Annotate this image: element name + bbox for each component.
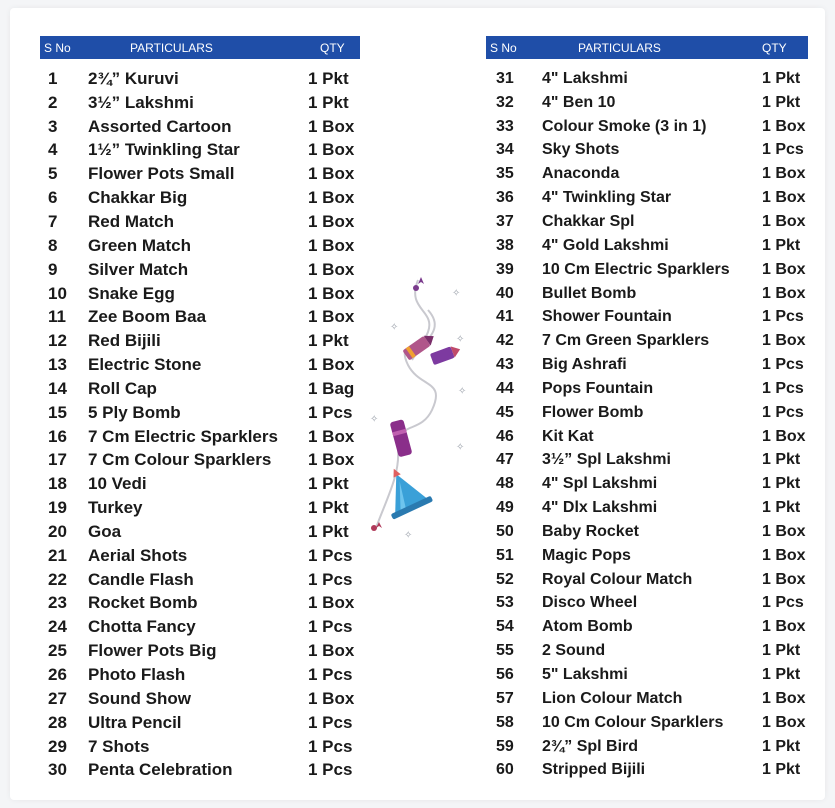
- row-sno: 38: [496, 236, 514, 254]
- row-sno: 50: [496, 522, 514, 540]
- row-qty: 1 Bag: [308, 378, 355, 398]
- row-qty: 1 Pkt: [308, 474, 349, 494]
- row-sno: 33: [496, 117, 514, 135]
- row-sno: 3: [48, 116, 58, 136]
- row-sno: 10: [48, 283, 67, 303]
- row-particulars: Red Bijili: [88, 331, 161, 351]
- table-row: [40, 639, 360, 663]
- row-sno: 60: [496, 761, 514, 779]
- row-particulars: Royal Colour Match: [542, 570, 693, 588]
- row-qty: 1 Pkt: [308, 331, 349, 351]
- row-particulars: Flower Pots Big: [88, 641, 217, 661]
- row-particulars: Turkey: [88, 498, 143, 518]
- row-particulars: 7 Cm Green Sparklers: [542, 332, 710, 350]
- table-row: [40, 115, 360, 139]
- row-qty: 1 Pcs: [308, 545, 353, 565]
- row-qty: 1 Pkt: [762, 451, 801, 469]
- row-sno: 8: [48, 235, 58, 255]
- row-qty: 1 Pkt: [762, 93, 801, 111]
- table-row: [40, 687, 360, 711]
- row-qty: 1 Box: [308, 688, 355, 708]
- row-sno: 48: [496, 475, 514, 493]
- row-qty: 1 Box: [762, 546, 806, 564]
- table-row: [40, 496, 360, 520]
- row-qty: 1 Pkt: [308, 92, 349, 112]
- row-particulars: Chakkar Big: [88, 188, 188, 208]
- row-sno: 57: [496, 689, 514, 707]
- row-particulars: Flower Bomb: [542, 403, 644, 421]
- row-qty: 1 Box: [308, 307, 355, 327]
- svg-text:✧: ✧: [452, 288, 461, 299]
- table-row: [40, 67, 360, 91]
- row-particulars: 1½” Twinkling Star: [88, 140, 240, 160]
- row-qty: 1 Box: [308, 355, 355, 375]
- row-sno: 7: [48, 211, 58, 231]
- table-row: [40, 234, 360, 258]
- row-particulars: 4" Gold Lakshmi: [542, 236, 669, 254]
- row-qty: 1 Pcs: [762, 356, 804, 374]
- row-qty: 1 Box: [762, 570, 806, 588]
- svg-text:✧: ✧: [390, 322, 399, 333]
- table-row: [486, 162, 808, 186]
- row-particulars: Candle Flash: [88, 569, 194, 589]
- row-sno: 30: [48, 760, 67, 780]
- table-row: [40, 568, 360, 592]
- header-particulars: PARTICULARS: [578, 40, 661, 55]
- table-row: [486, 639, 808, 663]
- table-row: [40, 663, 360, 687]
- row-qty: 1 Pkt: [762, 499, 801, 517]
- row-sno: 51: [496, 546, 514, 564]
- row-particulars: Baby Rocket: [542, 522, 639, 540]
- row-particulars: Zee Boom Baa: [88, 307, 207, 327]
- row-particulars: Aerial Shots: [88, 545, 188, 565]
- table-row: [40, 258, 360, 282]
- row-particulars: Green Match: [88, 235, 191, 255]
- table-row: [40, 305, 360, 329]
- table-row: [486, 711, 808, 735]
- product-table-right: [486, 36, 808, 782]
- row-particulars: Sky Shots: [542, 141, 620, 159]
- table-row: [40, 377, 360, 401]
- row-sno: 27: [48, 688, 67, 708]
- row-particulars: 5 Ply Bomb: [88, 402, 181, 422]
- row-particulars: Electric Stone: [88, 355, 202, 375]
- table-row: [486, 615, 808, 639]
- row-sno: 12: [48, 331, 67, 351]
- product-table-left: [40, 36, 360, 782]
- row-qty: 1 Box: [308, 116, 355, 136]
- row-particulars: Shower Fountain: [542, 308, 672, 326]
- row-qty: 1 Box: [762, 165, 806, 183]
- svg-text:✧: ✧: [458, 386, 467, 397]
- table-row: [40, 210, 360, 234]
- row-particulars: 7 Cm Colour Sparklers: [88, 450, 272, 470]
- row-sno: 32: [496, 93, 514, 111]
- row-sno: 28: [48, 712, 67, 732]
- row-qty: 1 Pkt: [762, 236, 801, 254]
- row-qty: 1 Pcs: [308, 569, 353, 589]
- row-particulars: Chotta Fancy: [88, 617, 196, 637]
- row-particulars: Pops Fountain: [542, 379, 654, 397]
- row-sno: 13: [48, 355, 67, 375]
- row-sno: 39: [496, 260, 514, 278]
- row-particulars: Goa: [88, 521, 122, 541]
- table-row: [40, 758, 360, 782]
- table-row: [486, 210, 808, 234]
- row-particulars: 2¾” Spl Bird: [542, 737, 639, 755]
- row-sno: 45: [496, 403, 514, 421]
- row-sno: 40: [496, 284, 514, 302]
- row-qty: 1 Pcs: [308, 736, 353, 756]
- table-row: [40, 472, 360, 496]
- table-row: [486, 735, 808, 759]
- row-sno: 11: [48, 307, 66, 327]
- row-qty: 1 Box: [762, 713, 806, 731]
- row-particulars: Rocket Bomb: [88, 593, 198, 613]
- row-qty: 1 Pkt: [762, 69, 801, 87]
- row-particulars: Colour Smoke (3 in 1): [542, 117, 707, 135]
- row-sno: 15: [48, 402, 67, 422]
- table-row: [486, 353, 808, 377]
- row-particulars: 4" Ben 10: [542, 93, 616, 111]
- row-sno: 23: [48, 593, 67, 613]
- row-sno: 24: [48, 617, 67, 637]
- table-row: [486, 234, 808, 258]
- row-qty: 1 Box: [308, 259, 355, 279]
- row-sno: 34: [496, 141, 514, 159]
- header-particulars: PARTICULARS: [130, 40, 213, 55]
- table-row: [486, 425, 808, 449]
- row-sno: 43: [496, 356, 514, 374]
- row-sno: 55: [496, 642, 514, 660]
- row-particulars: Atom Bomb: [542, 618, 633, 636]
- row-particulars: Red Match: [88, 211, 174, 231]
- row-qty: 1 Box: [762, 689, 806, 707]
- row-qty: 1 Pcs: [308, 665, 353, 685]
- table-row: [486, 472, 808, 496]
- row-particulars: 3½” Spl Lakshmi: [542, 451, 671, 469]
- header-sno: S No: [490, 40, 517, 55]
- row-particulars: Kit Kat: [542, 427, 594, 445]
- row-qty: 1 Pcs: [308, 712, 353, 732]
- row-qty: 1 Box: [308, 188, 355, 208]
- row-sno: 20: [48, 521, 67, 541]
- row-sno: 21: [48, 545, 67, 565]
- table-row: [486, 115, 808, 139]
- row-particulars: Silver Match: [88, 259, 189, 279]
- row-qty: 1 Pcs: [762, 403, 804, 421]
- row-qty: 1 Pcs: [762, 379, 804, 397]
- row-sno: 56: [496, 666, 514, 684]
- row-particulars: 5" Lakshmi: [542, 666, 628, 684]
- row-particulars: Lion Colour Match: [542, 689, 683, 707]
- row-sno: 22: [48, 569, 67, 589]
- row-particulars: Sound Show: [88, 688, 191, 708]
- row-qty: 1 Pkt: [762, 737, 801, 755]
- table-row: [486, 329, 808, 353]
- table-row: [40, 425, 360, 449]
- row-sno: 36: [496, 189, 514, 207]
- row-particulars: Roll Cap: [88, 378, 157, 398]
- row-sno: 31: [496, 69, 514, 87]
- row-qty: 1 Pcs: [308, 760, 353, 780]
- row-particulars: Chakkar Spl: [542, 212, 635, 230]
- table-row: [40, 520, 360, 544]
- row-sno: 16: [48, 426, 67, 446]
- row-qty: 1 Pkt: [762, 761, 801, 779]
- svg-text:✧: ✧: [456, 442, 465, 453]
- row-particulars: Bullet Bomb: [542, 284, 637, 302]
- row-particulars: Flower Pots Small: [88, 164, 235, 184]
- table-row: [486, 544, 808, 568]
- table-body: [40, 67, 360, 782]
- table-row: [486, 67, 808, 91]
- row-sno: 42: [496, 332, 514, 350]
- row-particulars: Assorted Cartoon: [88, 116, 232, 136]
- table-row: [40, 91, 360, 115]
- row-particulars: Stripped Bijili: [542, 761, 646, 779]
- row-particulars: 10 Cm Colour Sparklers: [542, 713, 724, 731]
- table-row: [486, 305, 808, 329]
- table-row: [40, 544, 360, 568]
- row-qty: 1 Pkt: [762, 666, 801, 684]
- row-qty: 1 Pkt: [308, 521, 349, 541]
- row-qty: 1 Box: [762, 522, 806, 540]
- row-qty: 1 Pcs: [308, 402, 353, 422]
- header-qty: QTY: [320, 40, 345, 55]
- row-particulars: Anaconda: [542, 165, 620, 183]
- header-sno: S No: [44, 40, 71, 55]
- table-body: [486, 67, 808, 782]
- table-row: [40, 615, 360, 639]
- row-qty: 1 Box: [762, 260, 806, 278]
- table-row: [486, 520, 808, 544]
- row-particulars: 2¾” Kuruvi: [88, 68, 179, 88]
- row-particulars: Ultra Pencil: [88, 712, 182, 732]
- row-qty: 1 Box: [308, 211, 355, 231]
- row-sno: 53: [496, 594, 514, 612]
- table-row: [40, 186, 360, 210]
- row-sno: 37: [496, 212, 514, 230]
- row-qty: 1 Pkt: [308, 498, 349, 518]
- table-row: [486, 496, 808, 520]
- row-qty: 1 Pcs: [762, 141, 804, 159]
- fireworks-decoration-icon: [366, 270, 476, 555]
- row-qty: 1 Box: [762, 427, 806, 445]
- table-row: [486, 758, 808, 782]
- table-row: [486, 592, 808, 616]
- row-sno: 47: [496, 451, 514, 469]
- row-qty: 1 Box: [308, 450, 355, 470]
- row-particulars: Snake Egg: [88, 283, 175, 303]
- table-row: [40, 592, 360, 616]
- row-sno: 54: [496, 618, 514, 636]
- row-sno: 6: [48, 188, 58, 208]
- row-qty: 1 Box: [762, 212, 806, 230]
- row-sno: 29: [48, 736, 67, 756]
- row-sno: 17: [48, 450, 67, 470]
- table-row: [486, 91, 808, 115]
- row-particulars: 2 Sound: [542, 642, 606, 660]
- row-sno: 59: [496, 737, 514, 755]
- table-row: [486, 377, 808, 401]
- svg-text:✧: ✧: [404, 530, 413, 541]
- row-sno: 18: [48, 474, 67, 494]
- row-particulars: Big Ashrafi: [542, 356, 627, 374]
- row-particulars: Magic Pops: [542, 546, 631, 564]
- row-qty: 1 Box: [308, 426, 355, 446]
- table-row: [40, 449, 360, 473]
- table-row: [486, 568, 808, 592]
- table-row: [486, 139, 808, 163]
- row-qty: 1 Pcs: [308, 617, 353, 637]
- row-particulars: Photo Flash: [88, 665, 186, 685]
- table-row: [40, 282, 360, 306]
- row-sno: 46: [496, 427, 514, 445]
- row-sno: 14: [48, 378, 67, 398]
- row-qty: 1 Box: [308, 164, 355, 184]
- row-qty: 1 Box: [308, 593, 355, 613]
- table-row: [40, 711, 360, 735]
- row-qty: 1 Pkt: [762, 642, 801, 660]
- row-particulars: Disco Wheel: [542, 594, 638, 612]
- row-sno: 19: [48, 498, 67, 518]
- table-row: [486, 282, 808, 306]
- table-row: [40, 353, 360, 377]
- table-header: [486, 36, 808, 59]
- row-qty: 1 Box: [762, 189, 806, 207]
- row-particulars: 10 Cm Electric Sparklers: [542, 260, 730, 278]
- row-sno: 44: [496, 379, 514, 397]
- row-qty: 1 Pkt: [762, 475, 801, 493]
- row-sno: 52: [496, 570, 514, 588]
- row-particulars: 7 Shots: [88, 736, 150, 756]
- row-sno: 58: [496, 713, 514, 731]
- table-row: [486, 687, 808, 711]
- table-row: [486, 186, 808, 210]
- row-qty: 1 Box: [762, 332, 806, 350]
- row-sno: 35: [496, 165, 514, 183]
- table-header: [40, 36, 360, 59]
- row-sno: 25: [48, 641, 67, 661]
- row-sno: 9: [48, 259, 58, 279]
- table-row: [40, 401, 360, 425]
- table-row: [486, 663, 808, 687]
- row-qty: 1 Pkt: [308, 68, 349, 88]
- row-qty: 1 Box: [308, 283, 355, 303]
- row-sno: 4: [48, 140, 58, 160]
- table-row: [40, 139, 360, 163]
- row-particulars: 4" Dlx Lakshmi: [542, 499, 658, 517]
- row-sno: 26: [48, 665, 67, 685]
- row-sno: 49: [496, 499, 514, 517]
- row-particulars: 7 Cm Electric Sparklers: [88, 426, 278, 446]
- row-sno: 5: [48, 164, 58, 184]
- row-qty: 1 Box: [762, 284, 806, 302]
- table-row: [486, 401, 808, 425]
- row-qty: 1 Box: [308, 641, 355, 661]
- table-row: [40, 162, 360, 186]
- row-particulars: 4" Twinkling Star: [542, 189, 672, 207]
- header-qty: QTY: [762, 40, 787, 55]
- svg-text:✧: ✧: [370, 414, 379, 425]
- row-sno: 2: [48, 92, 58, 112]
- svg-text:✧: ✧: [456, 334, 465, 345]
- table-row: [486, 449, 808, 473]
- row-qty: 1 Pcs: [762, 308, 804, 326]
- row-qty: 1 Box: [308, 235, 355, 255]
- table-row: [40, 329, 360, 353]
- row-sno: 41: [496, 308, 514, 326]
- row-qty: 1 Box: [762, 117, 806, 135]
- row-particulars: 4" Lakshmi: [542, 69, 628, 87]
- row-qty: 1 Box: [762, 618, 806, 636]
- row-qty: 1 Box: [308, 140, 355, 160]
- row-particulars: 3½” Lakshmi: [88, 92, 194, 112]
- row-qty: 1 Pcs: [762, 594, 804, 612]
- row-particulars: 10 Vedi: [88, 474, 147, 494]
- row-sno: 1: [48, 68, 58, 88]
- table-row: [40, 735, 360, 759]
- row-particulars: 4" Spl Lakshmi: [542, 475, 658, 493]
- table-row: [486, 258, 808, 282]
- price-list-sheet: [10, 8, 825, 800]
- row-particulars: Penta Celebration: [88, 760, 233, 780]
